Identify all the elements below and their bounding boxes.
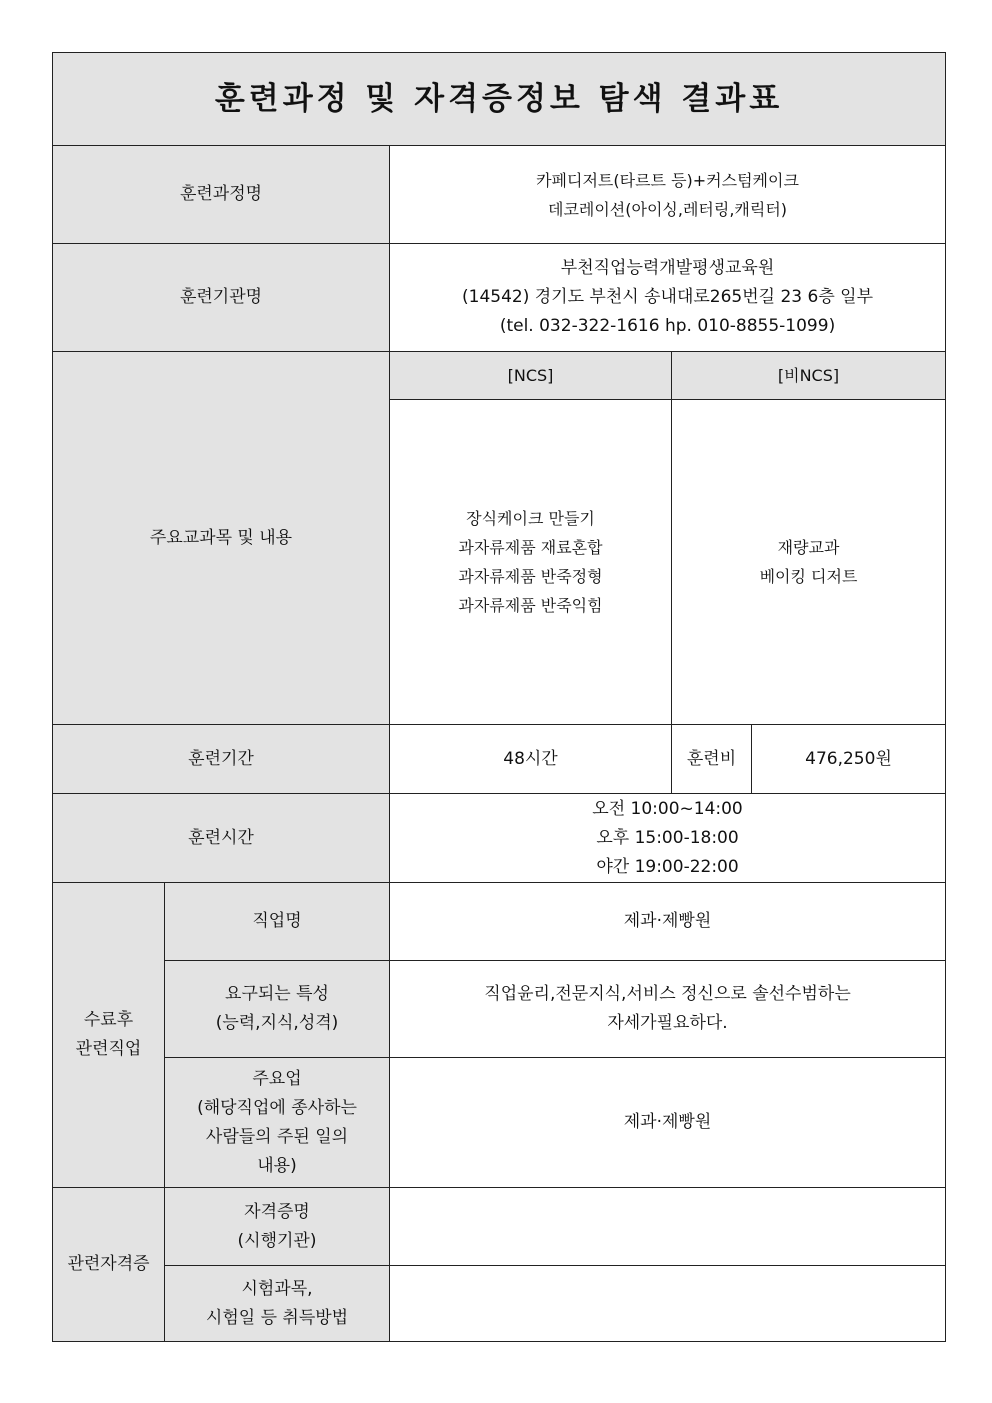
traits-label-line: 요구되는 특성	[225, 984, 329, 1004]
exam-label	[165, 1266, 390, 1342]
institution-address: (14542) 경기도 부천시 송내대로265번길 23 6층 일부	[462, 287, 874, 307]
course-name-line: 데코레이션(아이싱,레터링,캐릭터)	[547, 199, 788, 219]
non-ncs-header: [비NCS]	[672, 352, 946, 400]
traits-value-line: 직업윤리,전문지식,서비스 정신으로 솔선수범하는	[484, 984, 851, 1004]
period-label: 훈련기간	[53, 725, 390, 794]
certs-group-label: 관련자격증	[53, 1188, 165, 1342]
institution-value	[390, 244, 946, 352]
institution-contact: (tel. 032-322-1616 hp. 010-8855-1099)	[499, 316, 836, 336]
non-ncs-subject-item: 재량교과	[777, 538, 840, 557]
course-name-value	[390, 146, 946, 244]
exam-value	[390, 1266, 946, 1342]
hours-line: 오전 10:00~14:00	[592, 798, 743, 819]
duties-label-line: 사람들의 주된 일의	[205, 1126, 349, 1147]
jobs-group-line: 수료후	[83, 1010, 134, 1030]
course-name-line: 카페디저트(타르트 등)+커스텀케이크	[536, 170, 799, 190]
ncs-header: [NCS]	[390, 352, 672, 400]
cert-name-value	[390, 1188, 946, 1266]
page-title: 훈련과정 및 자격증정보 탐색 결과표	[53, 53, 946, 146]
duties-label	[165, 1058, 390, 1188]
traits-label-line: (능력,지식,성격)	[215, 1013, 339, 1033]
hours-line: 야간 19:00-22:00	[596, 856, 739, 877]
course-name-label: 훈련과정명	[53, 146, 390, 244]
traits-value	[390, 961, 946, 1058]
institution-name: 부천직업능력개발평생교육원	[560, 258, 775, 278]
cert-name-label-line: (시행기관)	[237, 1230, 317, 1251]
job-name-value: 제과·제빵원	[390, 883, 946, 961]
non-ncs-subject-item: 베이킹 디저트	[759, 567, 858, 586]
institution-label: 훈련기관명	[53, 244, 390, 352]
ncs-subjects	[390, 400, 672, 725]
duties-label-line: 주요업	[252, 1068, 302, 1089]
duties-label-line: 내용)	[257, 1155, 297, 1176]
jobs-group-label	[53, 883, 165, 1188]
ncs-subject-item: 과자류제품 반죽정형	[458, 567, 603, 586]
non-ncs-subjects	[672, 400, 946, 725]
ncs-subject-item: 장식케이크 만들기	[466, 509, 595, 528]
ncs-subject-item: 과자류제품 재료혼합	[458, 538, 603, 557]
traits-value-line: 자세가필요하다.	[607, 1013, 728, 1033]
result-table	[52, 52, 946, 1342]
fee-value: 476,250원	[752, 725, 946, 794]
ncs-subject-item: 과자류제품 반죽익힘	[458, 596, 603, 615]
jobs-group-line: 관련직업	[75, 1039, 142, 1059]
subjects-label: 주요교과목 및 내용	[53, 352, 390, 725]
duties-label-line: (해당직업에 종사하는	[197, 1097, 357, 1118]
hours-label: 훈련시간	[53, 794, 390, 883]
cert-name-label-line: 자격증명	[244, 1201, 310, 1222]
exam-label-line: 시험과목,	[241, 1278, 313, 1299]
fee-label: 훈련비	[672, 725, 752, 794]
period-value: 48시간	[390, 725, 672, 794]
traits-label	[165, 961, 390, 1058]
duties-value: 제과·제빵원	[390, 1058, 946, 1188]
job-name-label: 직업명	[165, 883, 390, 961]
cert-name-label	[165, 1188, 390, 1266]
hours-line: 오후 15:00-18:00	[596, 827, 739, 848]
hours-value	[390, 794, 946, 883]
exam-label-line: 시험일 등 취득방법	[205, 1307, 349, 1328]
